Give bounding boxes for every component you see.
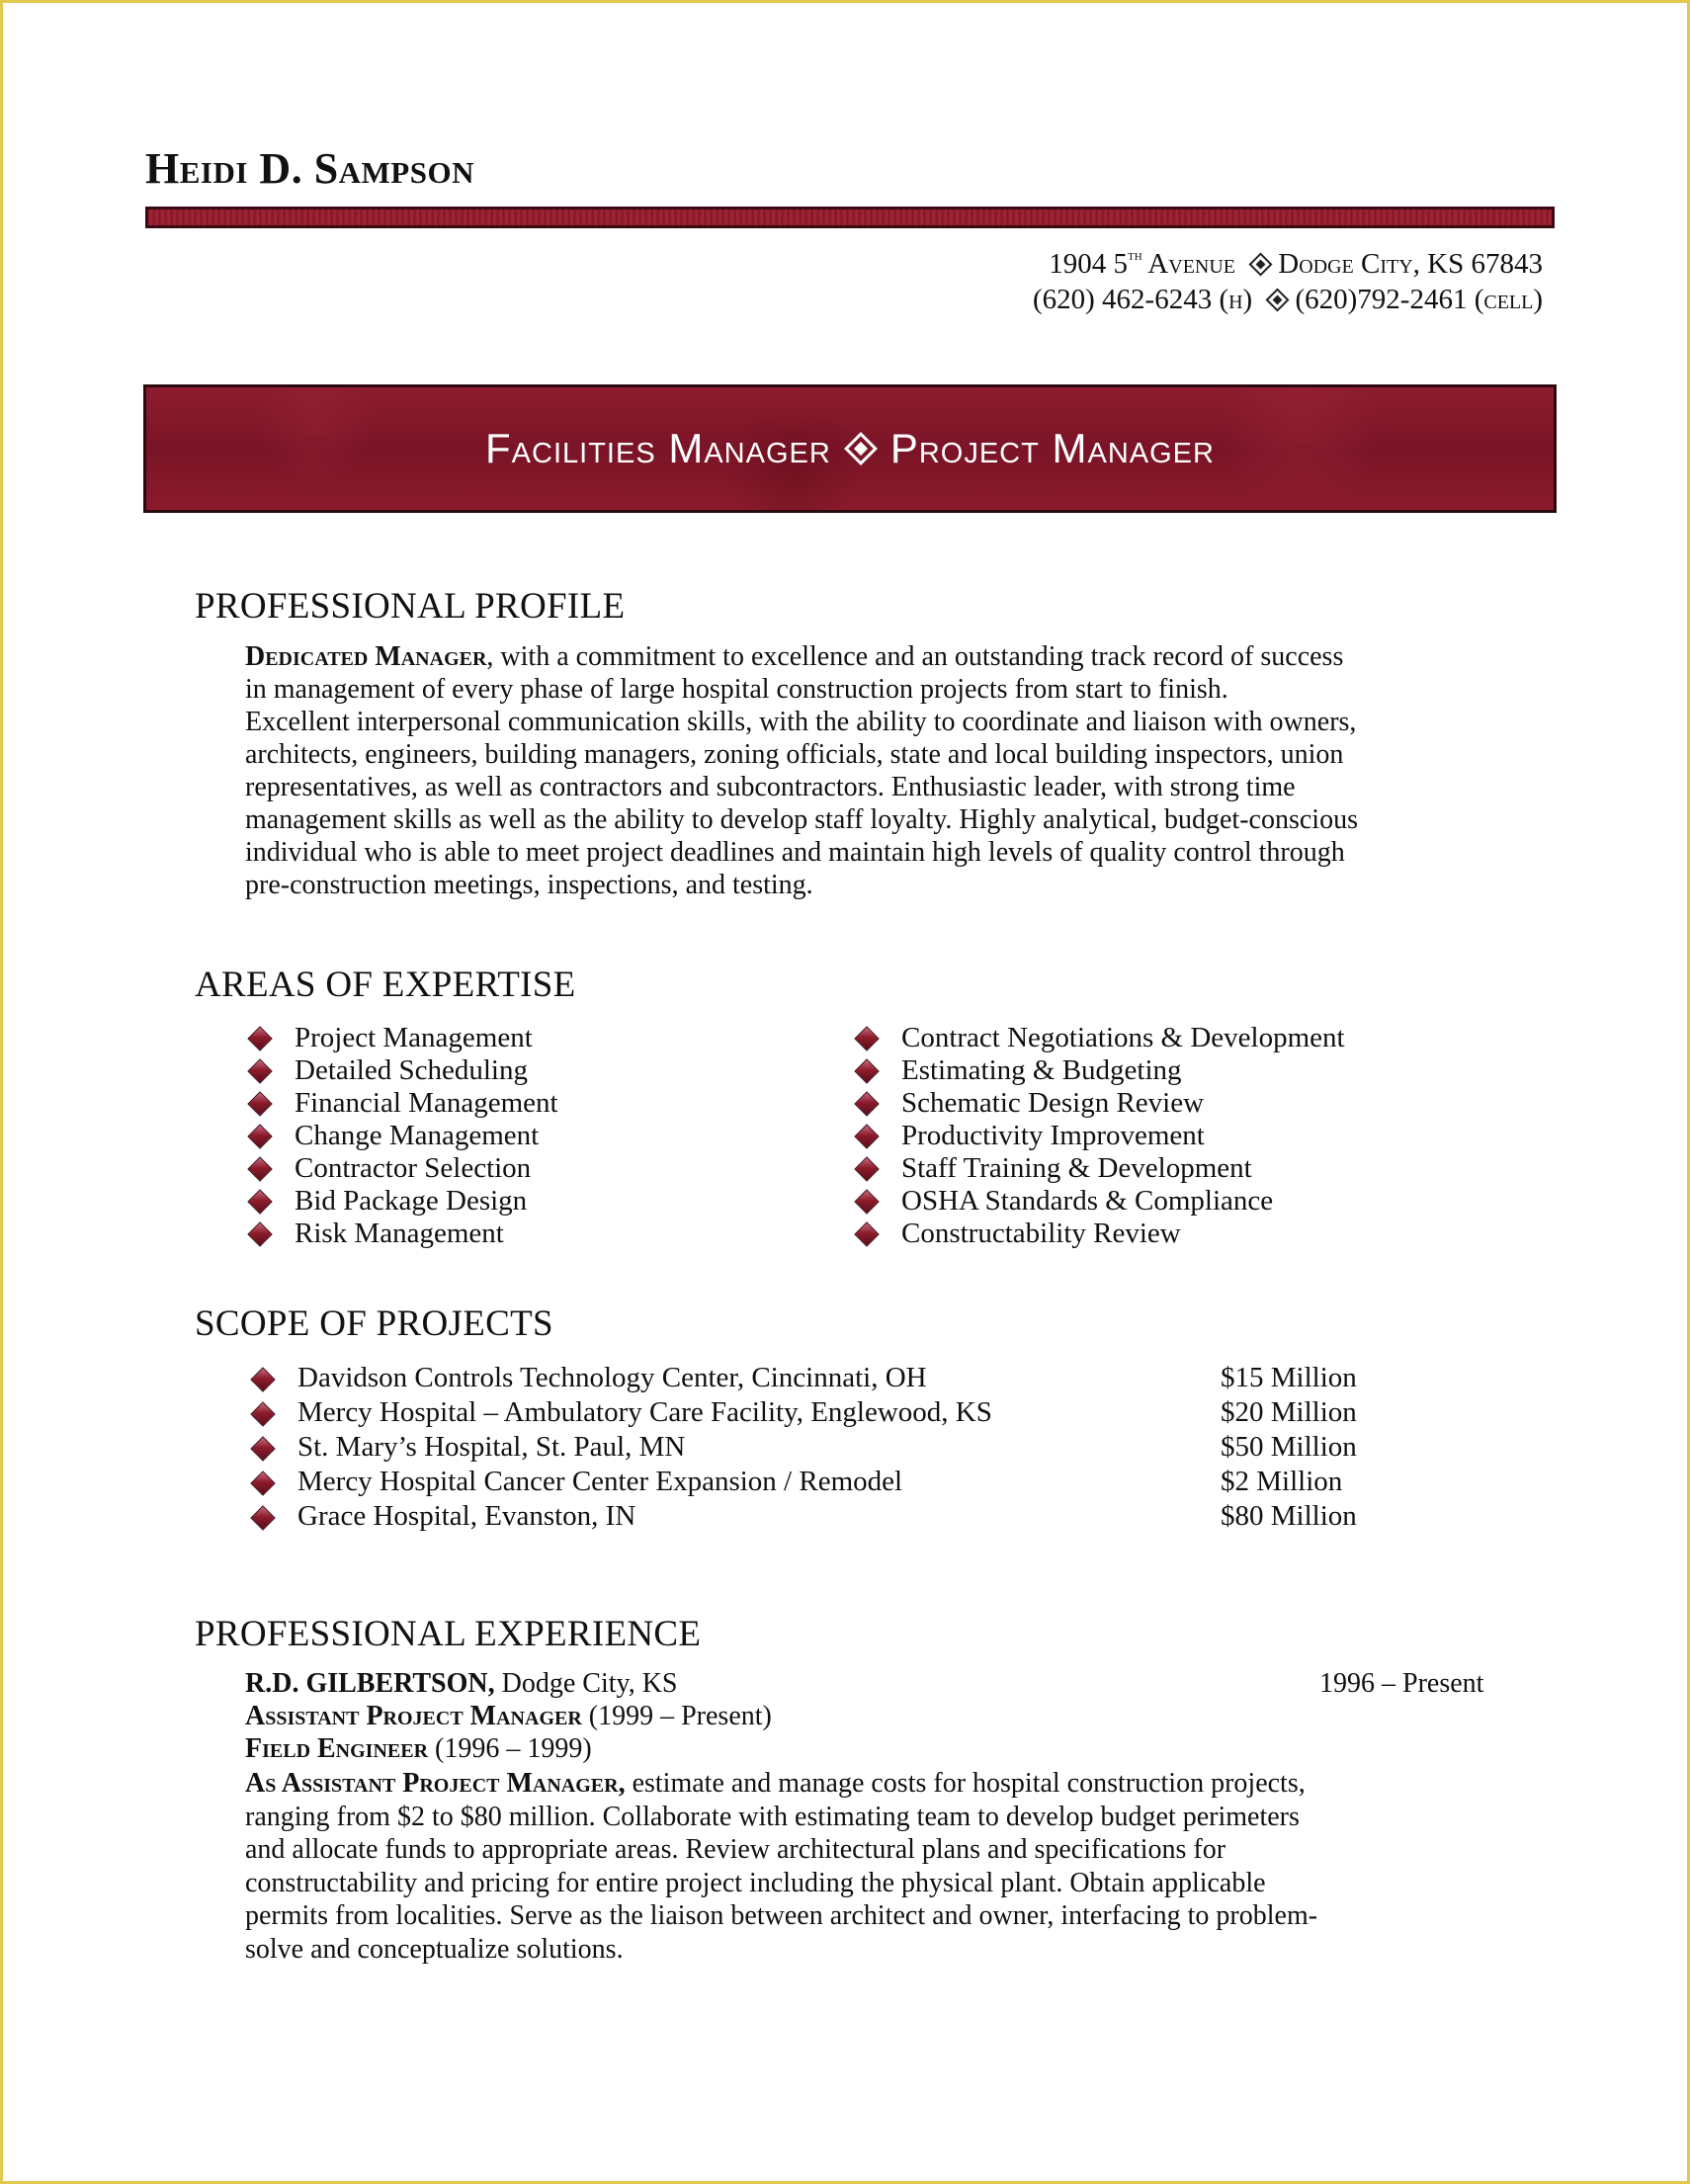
diamond-bullet-icon — [854, 1058, 879, 1083]
project-name: St. Mary’s Hospital, St. Paul, MN — [297, 1433, 685, 1462]
diamond-bullet-icon — [250, 1367, 275, 1391]
role-line — [245, 1703, 772, 1730]
project-name: Davidson Controls Technology Center, Cincinnati, OH — [297, 1364, 927, 1392]
expertise-item: Contractor Selection — [295, 1154, 531, 1183]
banner-title-left: Facilities Manager — [485, 425, 831, 471]
experience-line: constructability and pricing for entire project including the physical plant. Obtain applicable — [245, 1867, 1266, 1898]
diamond-bullet-icon — [854, 1091, 879, 1116]
employment-dates: 1996 – Present — [1319, 1668, 1484, 1699]
profile-heading: PROFESSIONAL PROFILE — [195, 586, 626, 627]
diamond-separator-icon — [844, 432, 878, 465]
contact-address — [1049, 249, 1543, 279]
diamond-separator-icon — [1266, 288, 1290, 311]
experience-line: permits from localities. Serve as the liaison between architect and owner, interfacing to problem- — [245, 1900, 1318, 1931]
address-city: Dodge City, KS 67843 — [1278, 248, 1543, 280]
phone-home: (620) 462-6243 (h) — [1032, 284, 1253, 315]
expertise-item: Detailed Scheduling — [295, 1056, 528, 1085]
experience-heading: PROFESSIONAL EXPERIENCE — [195, 1614, 702, 1654]
employer-location: Dodge City, KS — [494, 1668, 678, 1699]
diamond-bullet-icon — [854, 1221, 879, 1246]
expertise-item: Change Management — [295, 1122, 539, 1150]
profile-line: architects, engineers, building managers, zoning officials, state and local building inspectors, union — [245, 739, 1344, 770]
diamond-separator-icon — [1249, 252, 1273, 276]
experience-paragraph — [245, 1767, 1317, 1966]
project-amount: $2 Million — [1221, 1466, 1343, 1497]
diamond-bullet-icon — [854, 1124, 879, 1148]
project-name: Mercy Hospital Cancer Center Expansion / Remodel — [297, 1468, 902, 1496]
profile-line: management skills as well as the ability to develop staff loyalty. Highly analytical, budget-conscious — [245, 804, 1358, 835]
expertise-item: Estimating & Budgeting — [901, 1056, 1182, 1085]
address-street: Avenue — [1141, 248, 1236, 280]
diamond-bullet-icon — [854, 1026, 879, 1050]
expertise-item: Risk Management — [295, 1219, 504, 1248]
project-amount: $20 Million — [1221, 1396, 1357, 1428]
role-years: (1999 – Present) — [581, 1701, 772, 1731]
profile-line: , with a commitment to excellence and an outstanding track record of success — [486, 641, 1344, 672]
address-suffix: th — [1127, 248, 1142, 264]
diamond-bullet-icon — [250, 1470, 275, 1495]
employer-name: R.D. GILBERTSON, — [245, 1668, 495, 1699]
experience-line: ranging from $2 to $80 million. Collaborate with estimating team to develop budget perimeters — [245, 1801, 1300, 1832]
project-amount: $80 Million — [1221, 1500, 1357, 1532]
diamond-bullet-icon — [247, 1221, 272, 1246]
banner-title — [485, 425, 1215, 472]
role-line — [245, 1735, 592, 1763]
project-amount: $15 Million — [1221, 1362, 1357, 1393]
expertise-item: Financial Management — [295, 1089, 558, 1118]
project-amount: $50 Million — [1221, 1431, 1357, 1463]
role-title: Field Engineer — [245, 1733, 429, 1764]
phone-cell: (620)792-2461 (cell) — [1295, 284, 1543, 315]
expertise-item: Productivity Improvement — [901, 1122, 1205, 1150]
diamond-bullet-icon — [250, 1401, 275, 1426]
title-banner — [143, 384, 1557, 513]
expertise-item: Project Management — [295, 1024, 533, 1052]
expertise-item: Constructability Review — [901, 1219, 1181, 1248]
diamond-bullet-icon — [854, 1156, 879, 1181]
expertise-item: Contract Negotiations & Development — [901, 1024, 1345, 1052]
profile-paragraph — [245, 640, 1569, 901]
address-number: 1904 5 — [1049, 248, 1128, 280]
profile-line: Excellent interpersonal communication skills, with the ability to coordinate and liaison with owners, — [245, 707, 1357, 737]
diamond-bullet-icon — [854, 1189, 879, 1214]
diamond-bullet-icon — [247, 1124, 272, 1148]
role-years: (1996 – 1999) — [428, 1733, 592, 1764]
banner-title-right: Project Manager — [889, 425, 1215, 471]
profile-lead: Dedicated Manager — [245, 641, 487, 672]
diamond-bullet-icon — [247, 1156, 272, 1181]
experience-line: solve and conceptualize solutions. — [245, 1933, 624, 1965]
diamond-bullet-icon — [250, 1505, 275, 1530]
expertise-item: OSHA Standards & Compliance — [901, 1187, 1273, 1216]
experience-line: and allocate funds to appropriate areas. Review architectural plans and specifications for — [245, 1834, 1226, 1865]
project-name: Mercy Hospital – Ambulatory Care Facility, Englewood, KS — [297, 1398, 992, 1427]
diamond-bullet-icon — [247, 1189, 272, 1214]
profile-line: representatives, as well as contractors and subcontractors. Enthusiastic leader, with strong time — [245, 772, 1296, 802]
profile-line: in management of every phase of large hospital construction projects from start to finish. — [245, 674, 1228, 705]
diamond-bullet-icon — [247, 1058, 272, 1083]
expertise-item: Bid Package Design — [295, 1187, 527, 1216]
employer-line — [245, 1670, 678, 1698]
candidate-name: Heidi D. Sampson — [145, 144, 474, 193]
profile-line: pre-construction meetings, inspections, and testing. — [245, 870, 813, 900]
diamond-bullet-icon — [247, 1091, 272, 1116]
expertise-heading: AREAS OF EXPERTISE — [195, 965, 576, 1005]
expertise-item: Schematic Design Review — [901, 1089, 1204, 1118]
project-name: Grace Hospital, Evanston, IN — [297, 1502, 635, 1531]
diamond-bullet-icon — [247, 1026, 272, 1050]
role-title: Assistant Project Manager — [245, 1701, 582, 1731]
projects-heading: SCOPE OF PROJECTS — [195, 1303, 553, 1344]
experience-lead: As Assistant Project Manager, — [245, 1768, 626, 1799]
name-underline-bar — [145, 207, 1555, 228]
diamond-bullet-icon — [250, 1436, 275, 1461]
profile-line: individual who is able to meet project deadlines and maintain high levels of quality control through — [245, 837, 1345, 868]
expertise-item: Staff Training & Development — [901, 1154, 1252, 1183]
contact-phones — [1033, 286, 1543, 314]
experience-line: estimate and manage costs for hospital construction projects, — [625, 1768, 1306, 1799]
